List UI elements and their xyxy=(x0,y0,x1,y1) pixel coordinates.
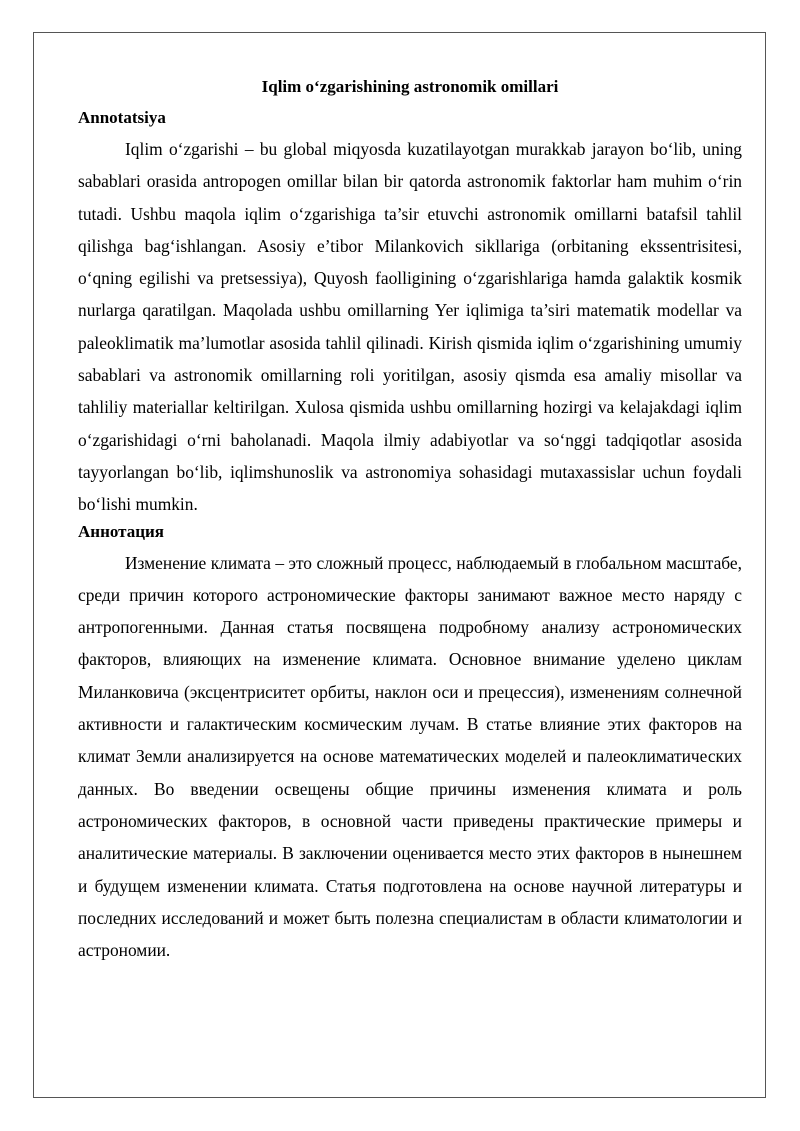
section-heading-annotatsiya-russian: Аннотация xyxy=(78,521,164,541)
abstract-paragraph-russian: Изменение климата – это сложный процесс, наблюдаемый в глобальном масштабе, среди причин которого астрономические факторы занимают важное место наряду с антропогенными. Данная статья посвящена подробному анализу астрономических факторов, влияющих на изменение климата. Основное внимание уделено циклам Миланковича (эксцентриситет орбиты, наклон оси и прецессия), изменениям солнечной активности и галактическим космическим лучам. В статье влияние этих факторов на климат Земли анализируется на основе математических моделей и палеоклиматических данных. Во введении освещены общие причины изменения климата и роль астрономических факторов, в основной части приведены практические примеры и аналитические материалы. В заключении оценивается место этих факторов в нынешнем и будущем изменении климата. Статья подготовлена на основе научной литературы и последних исследований и может быть полезна специалистам в области климатологии и астрономии. xyxy=(78,552,742,961)
section-heading-annotatsiya: Annotatsiya xyxy=(78,108,166,127)
abstract-paragraph-uzbek: Iqlim o‘zgarishi – bu global miqyosda kuzatilayotgan murakkab jarayon bo‘lib, uning sabablari orasida antropogen omillar bilan bir qatorda astronomik faktorlar ham muhim o‘rin tutadi. Ushbu maqola iqlim o‘zgarishiga ta’sir etuvchi astronomik omillarni batafsil tahlil qilishga bag‘ishlangan. Asosiy e’tibor Milankovich sikllariga (orbitaning ekssentrisitesi, o‘qning egilishi va pretsessiya), Quyosh faolligining o‘zgarishlariga hamda galaktik kosmik nurlarga qaratilgan. Maqolada ushbu omillarning Yer iqlimiga ta’siri matematik modellar va paleoklimatik ma’lumotlar asosida tahlil qilinadi. Kirish qismida iqlim o‘zgarishining umumiy sabablari va astronomik omillarning roli yoritilgan, asosiy qismda esa amaliy misollar va tahliliy materiallar keltirilgan. Xulosa qismida ushbu omillarning hozirgi va kelajakdagi iqlim o‘zgarishidagi o‘rni baholanadi. Maqola ilmiy adabiyotlar va so‘nggi tadqiqotlar asosida tayyorlangan bo‘lib, iqlimshunoslik va astronomiya sohasidagi mutaxassislar uchun foydali bo‘lishi mumkin. xyxy=(78,139,742,515)
document-body xyxy=(78,76,742,966)
document-title: Iqlim o‘zgarishining astronomik omillari xyxy=(261,77,559,96)
